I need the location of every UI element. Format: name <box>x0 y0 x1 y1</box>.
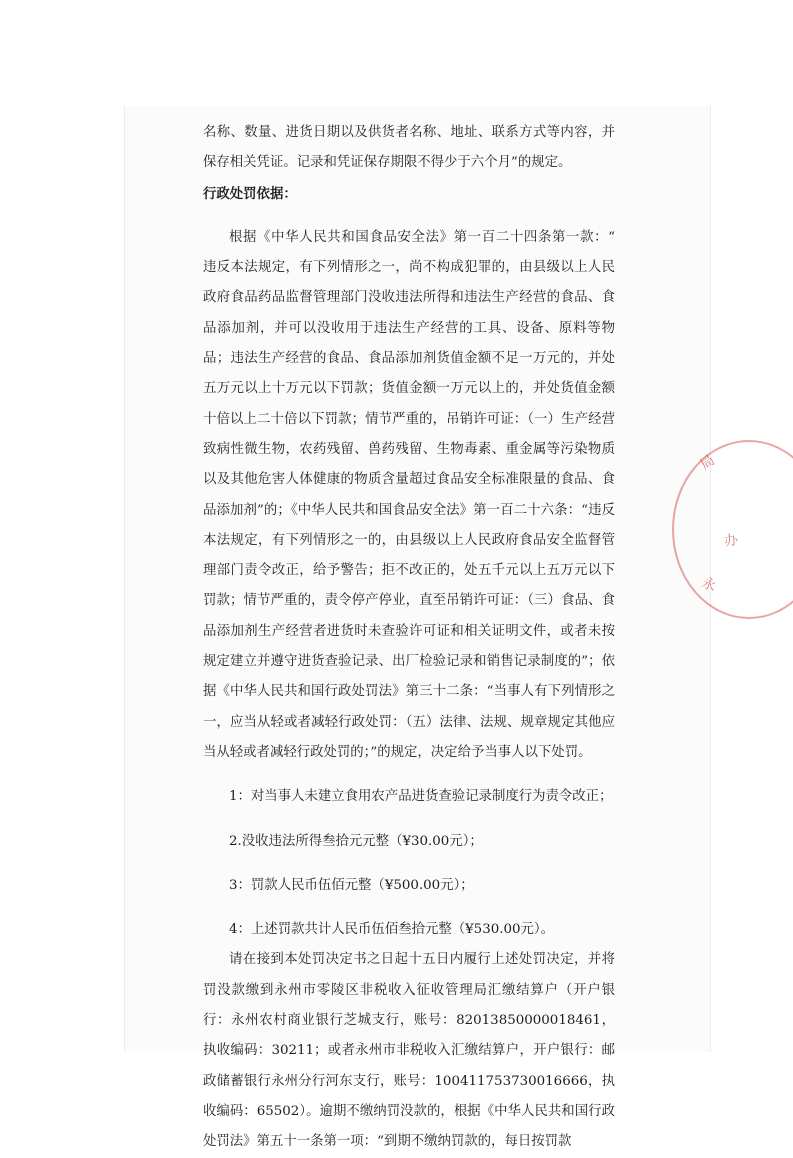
spacer <box>203 857 615 871</box>
penalty-item-2: 2.没收违法所得叁拾元元整（¥30.00元）； <box>229 833 483 849</box>
seal-glyph: 局 <box>697 452 718 474</box>
spacer <box>203 901 615 915</box>
penalty-item-3: 3：罚款人民币伍佰元整（¥500.00元）； <box>229 877 474 893</box>
section-heading-penalty-basis: 行政处罚依据： <box>203 185 297 202</box>
paragraph-continuation: 名称、数量、进货日期以及供货者名称、地址、联系方式等内容，并保存相关凭证。记录和凭证保存期限不得少于六个月”的规定。 <box>203 125 615 171</box>
seal-glyph: 永 <box>699 575 718 595</box>
seal-glyph: 办 <box>722 531 740 551</box>
paragraph-legal-basis: 根据《中华人民共和国食品安全法》第一百二十四条第一款：“ 违反本法规定，有下列情形之一，尚不构成犯罪的，由县级以上人民政府食品药品监督管理部门没收违法所得和违法生产经营的食品、食品添加剂，并可以没收用于违法生产经营的工具、设备、原料等物品；违法生产经营的食品、食品添加剂货值金额不足一万元的，并处五万元以上十万元以下罚款；货值金额一万元以上的，并处货值金额十倍以上二十倍以下罚款；情节严重的，吊销许可证：（一）生产经营致病性微生物，农药残留、兽药残留、生物毒素、重金属等污染物质以及其他危害人体健康的物质含量超过食品安全标准限量的食品、食品添加剂”的；《中华人民共和国食品安全法》第一百二十六条：“违反本法规定，有下列情形之一的，由县级以上人民政府食品安全监督管理部门责令改正，给予警告；拒不改正的，处五千元以上五万元以下罚款；情节严重的，责令停产停业，直至吊销许可证：（三）食品、食品添加剂生产经营者进货时未查验许可证和相关证明文件，或者未按规定建立并遵守进货查验记录、出厂检验记录和销售记录制度的”；依据《中华人民共和国行政处罚法》第三十二条：“当事人有下列情形之一，应当从轻或者减轻行政处罚：（五）法律、法规、规章规定其他应当从轻或者减轻行政处罚的；”的规定，决定给予当事人以下处罚。 <box>203 229 615 760</box>
spacer <box>203 813 615 827</box>
spacer <box>203 209 615 223</box>
penalty-item-4: 4：上述罚款共计人民币伍佰叁拾元整（¥530.00元）。 <box>229 922 555 938</box>
paragraph-payment-instructions: 请在接到本处罚决定书之日起十五日内履行上述处罚决定，并将罚没款缴到永州市零陵区非税收入征收管理局汇缴结算户（开户银行：永州农村商业银行芝城支行，账号：82013850000018461，执收编码：30211；或者永州市非税收入汇缴结算户，开户银行：邮政储蓄银行永州分行河东支行，账号：100411753730016666，执收编码：65502）。逾期不缴纳罚没款的，根据《中华人民共和国行政处罚法》第五十一条第一项：“到期不缴纳罚款的，每日按罚款 <box>203 952 615 1150</box>
document-body <box>203 118 615 1158</box>
spacer <box>203 768 615 782</box>
penalty-item-1: 1：对当事人未建立食用农产品进货查验记录制度行为责令改正； <box>229 789 613 805</box>
